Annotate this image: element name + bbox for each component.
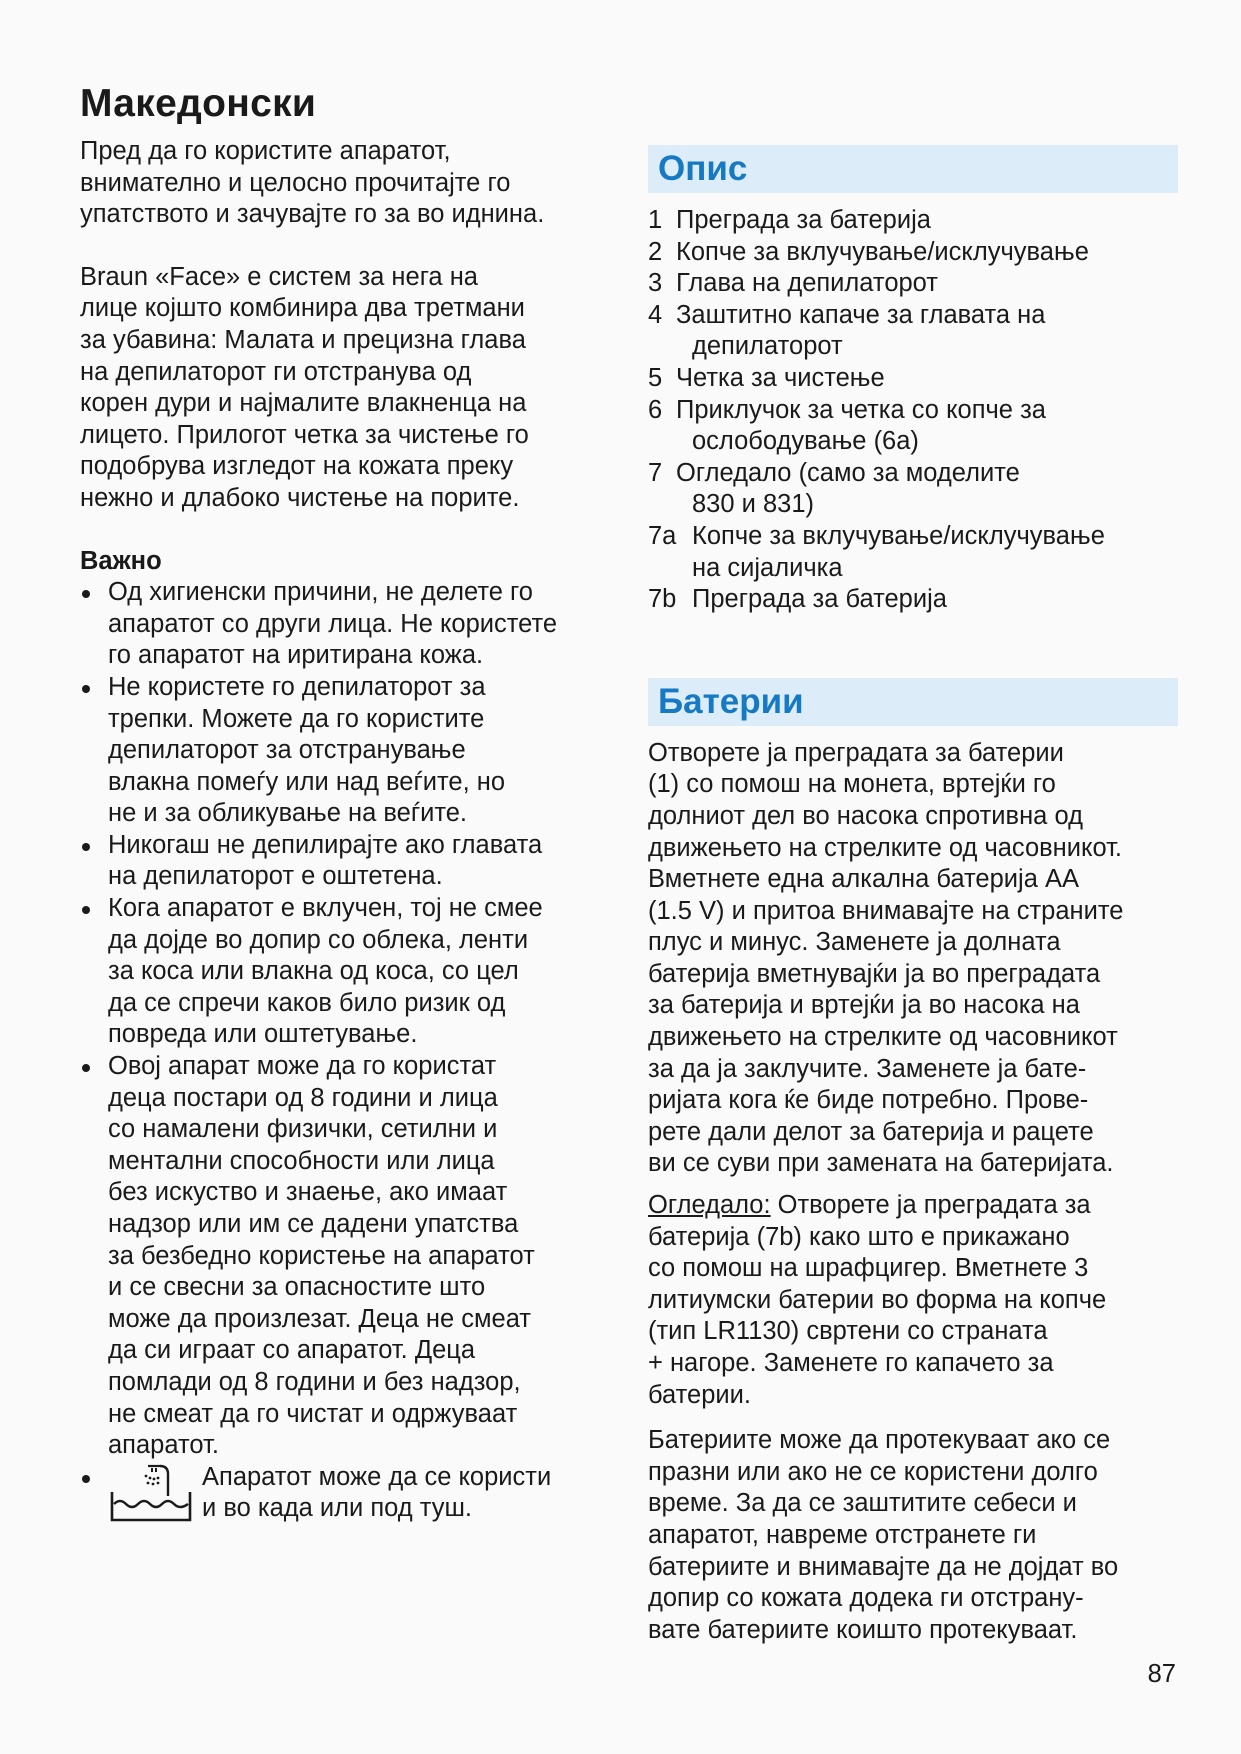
bath-text-line: Апаратот може да се користи xyxy=(202,1462,552,1491)
description-heading: Опис xyxy=(648,145,1178,193)
list-item: 6 Приклучок за четка со копче за ослободување (6a) xyxy=(648,395,1046,456)
batteries-heading: Батерии xyxy=(648,678,1178,726)
list-item: 5 Четка за чистење xyxy=(648,363,885,392)
list-item-bath xyxy=(80,1462,610,1526)
batteries-paragraph-1: Отворете ја преградата за батерии (1) со помош на монета, вртејќи го долниот дел во насока спротивна од движењето на стрелките од часовникот. Вметнете една алкална батерија AA (1.5 V) и притоа внимавајте на страните плус и минус. Заменете ја долната батерија вметнувајќи ја во преградата за батерија и вртејќи ја во насока на движењето на стрелките од часовникот за да ја заклучите. Заменете ја бате- ријата кога ќе биде потребно. Прове- рете дали делот за батерија и рацете ви се суви при замената на батеријата. xyxy=(648,738,1124,1178)
batteries-paragraph-2: Огледало: Отворете ја преградата за батерија (7b) како што е прикажано со помош на шрафцигер. Вметнете 3 литиумски батерии во форма на копче (тип LR1130) свртени со страната + нагоре. Заменете го капачето за батерии. xyxy=(648,1191,1107,1409)
bath-text-line: и во када или под туш. xyxy=(202,1494,473,1523)
list-item: 7b Преграда за батерија xyxy=(648,585,947,614)
about-paragraph: Braun «Face» е систем за нега на лице којшто комбинира два третмани за убавина: Малата и прецизна глава на депилаторот ги отстранува од корен дури и најмалите влакненца на лицето. Прилогот четка за чистење го подобрува изгледот на кожата преку нежно и длабоко чистење на порите. xyxy=(80,262,529,512)
list-item: 7a Копче за вклучување/исклучување на сијаличка xyxy=(648,521,1105,582)
list-item: Од хигиенски причини, не делете го апаратот со други лица. Не користете го апаратот на иритирана кожа. xyxy=(80,577,610,672)
description-list xyxy=(648,205,1178,616)
list-item: 4 Заштитно капаче за главата на депилаторот xyxy=(648,300,1046,361)
list-item: 7 Огледало (само за моделите 830 и 831) xyxy=(648,458,1020,519)
bath-shower-icon xyxy=(108,1462,202,1526)
list-item: Овој апарат може да го користат деца постари од 8 години и лица со намалени физички, сетилни и ментални способности или лица без искуство и знаење, ако имаат надзор или им се дадени упатства за безбедно користење на апаратот и се свесни за опасностите што може да произлезат. Деца не смеат да си играат со апаратот. Деца помлади од 8 години и без надзор, не смеат да го чистат и одржуваат апаратот. xyxy=(80,1051,610,1462)
right-column xyxy=(648,145,1178,1646)
left-column xyxy=(80,82,610,1526)
page-title: Македонски xyxy=(80,82,317,125)
mirror-label: Огледало: xyxy=(648,1191,771,1220)
list-item: Не користете го депилаторот за трепки. Можете да го користите депилаторот за отстранување влакна помеѓу или над веѓите, но не и за обликување на веѓите. xyxy=(80,672,610,830)
list-item: Кога апаратот е вклучен, тој не смее да дојде во допир со облека, ленти за коса или влакна од коса, со цел да се спречи каков било ризик од повреда или оштетување. xyxy=(80,893,610,1051)
list-item: 2 Копче за вклучување/исклучување xyxy=(648,237,1089,266)
list-item: 3 Глава на депилаторот xyxy=(648,269,938,298)
page-number: 87 xyxy=(1147,1660,1176,1688)
intro-paragraph: Пред да го користите апаратот, внимателно и целосно прочитајте го упатството и зачувајте го за во иднина. xyxy=(80,137,545,229)
list-item: Никогаш не депилирајте ако главата на депилаторот е оштетена. xyxy=(80,830,610,893)
list-item: 1 Преграда за батерија xyxy=(648,206,931,234)
important-list xyxy=(80,577,610,1526)
important-heading: Важно xyxy=(80,546,162,575)
batteries-paragraph-3: Батериите може да протекуваат ако се празни или ако не се користени долго време. За да се заштитите себеси и апаратот, навреме отстранете ги батериите и внимавајте да не дојдат во допир со кожата додека ги отстрану- вате батериите коишто протекуваат. xyxy=(648,1426,1119,1644)
